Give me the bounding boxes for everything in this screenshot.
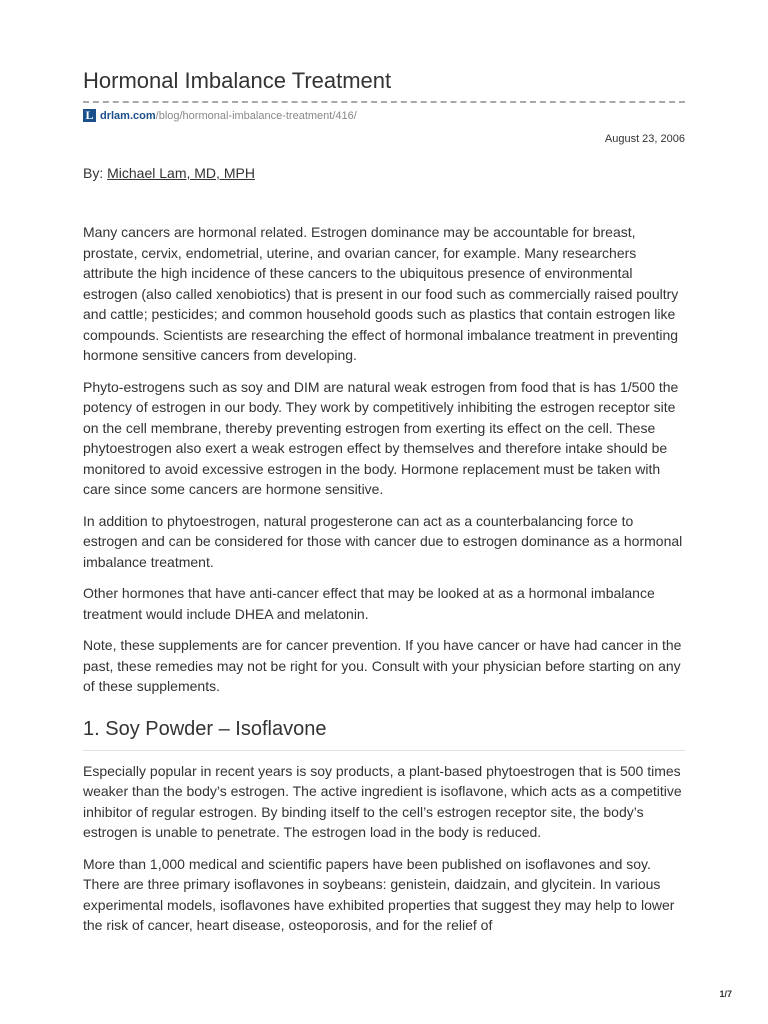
intro-paragraph: Many cancers are hormonal related. Estrogen dominance may be accountable for breast, prostate, cervix, endometrial, uterine, and ovarian cancer, for example. Many researchers attribute the high incidence of these cancers to the ubiquitous presence of environmental estrogen (also called xenobiotics) that is present in our food such as commercially raised poultry and cattle; pesticides; and common household goods such as plastics that contain estrogen like compounds. Scientists are researching the effect of hormonal imbalance treatment in preventing hormone sensitive cancers from developing. (83, 224, 679, 363)
section-paragraph: Especially popular in recent years is soy products, a plant-based phytoestrogen that is 500 times weaker than the body’s estrogen. The active ingredient is isoflavone, which acts as a competitive inhibitor of regular estrogen. By binding itself to the cell’s estrogen receptor site, the body’s estrogen is unable to penetrate. The estrogen load in the body is reduced. (83, 762, 682, 840)
section-paragraph: More than 1,000 medical and scientific papers have been published on isoflavones and soy. There are three primary isoflavones in soybeans: genistein, daidzain, and glycitein. In various experimental models, isoflavones have exhibited properties that suggest they may help to lower the risk of cancer, heart disease, osteoporosis, and for the relief of (83, 855, 675, 933)
intro-paragraph: Other hormones that have anti-cancer effect that may be looked at as a hormonal imbalance treatment would include DHEA and melatonin. (83, 585, 655, 622)
source-domain: drlam.com (100, 109, 156, 122)
publish-date: August 23, 2006 (604, 133, 685, 145)
intro-paragraph: Note, these supplements are for cancer prevention. If you have cancer or have had cancer in the past, these remedies may not be right for you. Consult with your physician before starting on any of these supplements. (83, 637, 682, 694)
author-link[interactable]: Michael Lam, MD, MPH (107, 165, 255, 181)
byline-prefix: By: (83, 165, 108, 181)
intro-paragraph: Phyto-estrogens such as soy and DIM are natural weak estrogen from food that is has 1/500 the potency of estrogen in our body. They work by competitively inhibiting the estrogen receptor site on the cell membrane, thereby preventing estrogen from exerting its effect on the cell. These phytoestrogen also exert a weak estrogen effect by themselves and therefore intake should be monitored to avoid excessive estrogen in the body. Hormone replacement must be taken with care since some cancers are hormone sensitive. (83, 378, 679, 497)
byline (83, 163, 685, 183)
intro-paragraph: In addition to phytoestrogen, natural progesterone can act as a counterbalancing force to estrogen and can be considered for those with cancer due to estrogen dominance as a hormonal imbalance treatment. (83, 512, 683, 570)
title-divider (83, 101, 685, 103)
page-title: Hormonal Imbalance Treatment (83, 68, 392, 93)
section-divider (83, 750, 685, 751)
site-logo-icon: L (83, 109, 96, 122)
document-page (83, 66, 685, 947)
section-heading: 1. Soy Powder – Isoflavone (83, 717, 327, 740)
source-path: /blog/hormonal-imbalance-treatment/416/ (155, 109, 357, 122)
page-number: 1/7 (719, 989, 732, 999)
source-line (83, 109, 685, 122)
source-url[interactable] (100, 110, 357, 122)
